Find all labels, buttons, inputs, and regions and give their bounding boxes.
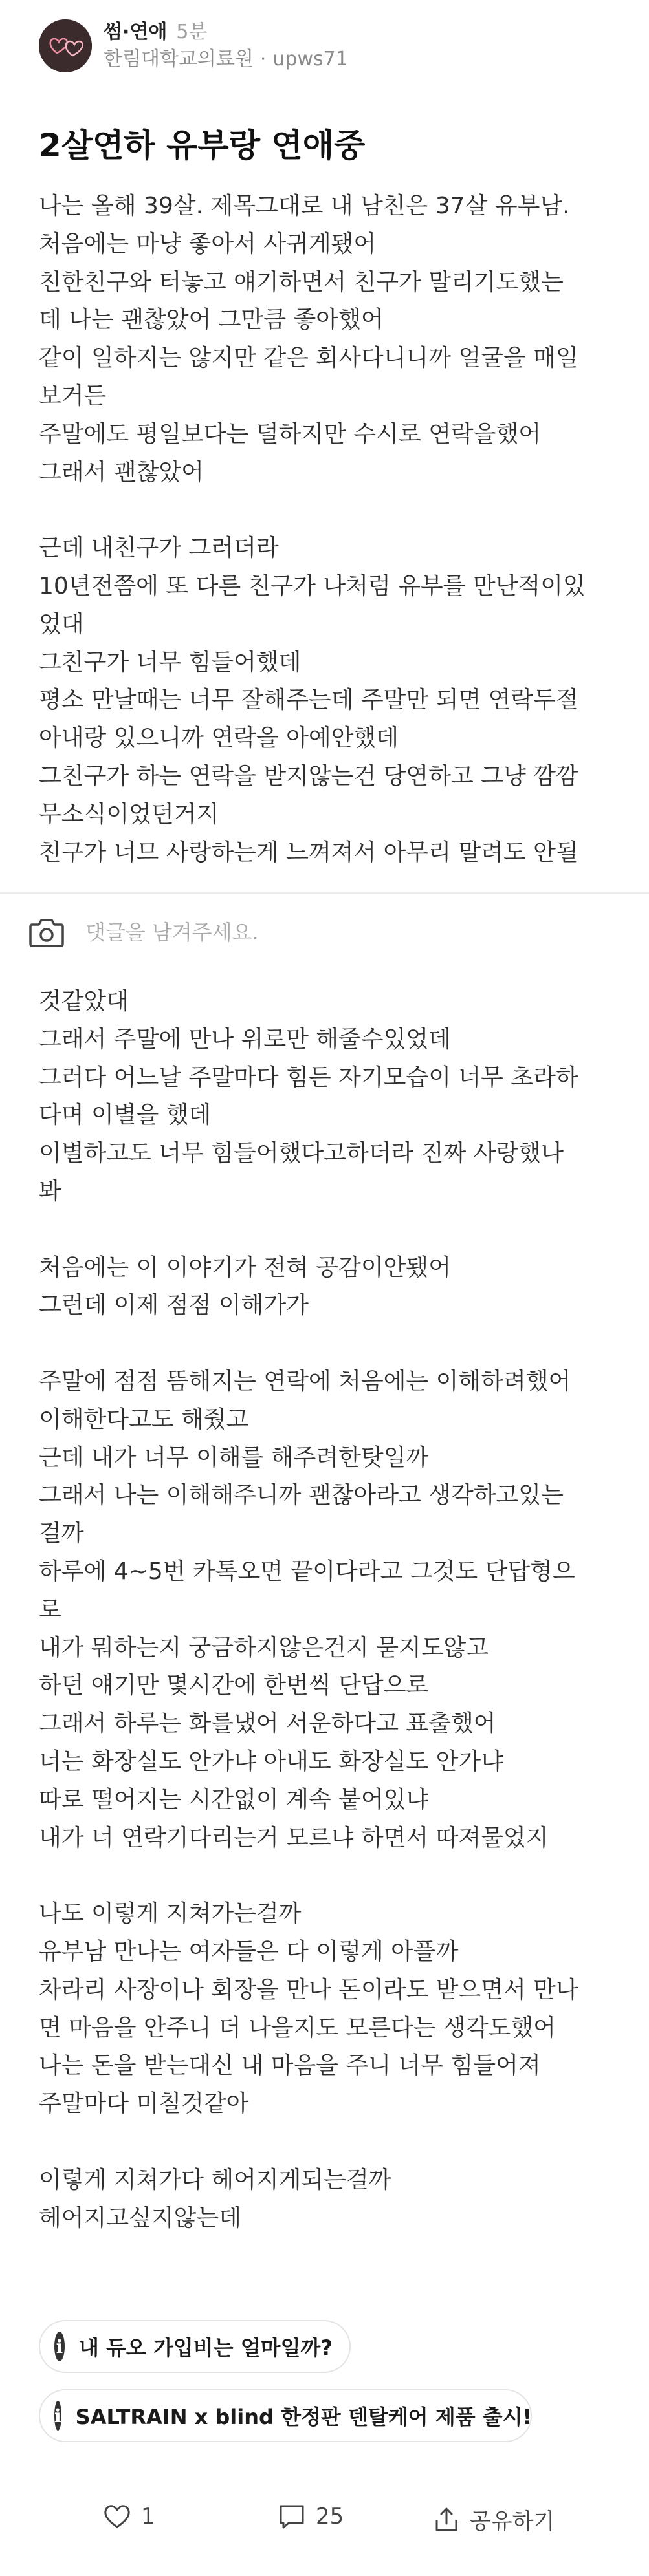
body-line: 그친구가 하는 연락을 받지않는건 당연하고 그냥 깜깜 [39, 762, 578, 789]
body-line: 봐 [39, 1177, 61, 1205]
body-line: 처음에는 이 이야기가 전혀 공감이안됐어 [39, 1254, 451, 1281]
like-count: 1 [141, 2504, 155, 2529]
post-header [0, 0, 649, 97]
body-line: 그런데 이제 점점 이해가가 [39, 1292, 309, 1319]
body-line: 로 [39, 1596, 61, 1623]
promo-label: 내 듀오 가입비는 얼마일까? [78, 2335, 333, 2360]
body-line: 하던 얘기만 몇시간에 한번씩 단답으로 [39, 1672, 429, 1699]
meta-separator: · [259, 48, 267, 70]
like-button[interactable] [104, 2504, 155, 2529]
channel-name[interactable]: 썸·연애 [104, 21, 168, 43]
channel-avatar[interactable] [39, 19, 92, 72]
body-line: 근데 내가 너무 이해를 해주려한탓일까 [39, 1444, 429, 1471]
body-line: 너는 화장실도 안가냐 아내도 화장실도 안가냐 [39, 1748, 503, 1775]
paragraph-gap [39, 1857, 615, 1895]
post-body [39, 188, 615, 872]
body-line: 10년전쯤에 또 다른 친구가 나처럼 유부를 만난적이있 [39, 572, 586, 599]
body-line: 그래서 하루는 화를냈어 서운하다고 표출했어 [39, 1710, 496, 1737]
body-line: 따로 떨어지는 시간없이 계속 붙어있냐 [39, 1786, 429, 1813]
camera-icon[interactable] [28, 916, 65, 948]
author-company[interactable]: 한림대학교의료원 [104, 48, 254, 70]
body-line: 그래서 나는 이해해주니까 괜찮아라고 생각하고있는 [39, 1482, 564, 1509]
body-line: 그래서 주말에 만나 위로만 해줄수있었데 [39, 1025, 451, 1053]
paragraph-gap [39, 2123, 615, 2162]
post-meta [104, 19, 348, 74]
body-line: 이해한다고도 해줬고 [39, 1406, 249, 1433]
body-line: 근데 내친구가 그러더라 [39, 535, 279, 562]
post-actions [0, 2497, 649, 2549]
comment-icon [278, 2504, 305, 2529]
body-line: 걸까 [39, 1520, 84, 1547]
body-line: 주말에 점점 뜸해지는 연락에 처음에는 이해하려했어 [39, 1368, 571, 1395]
info-icon: i [54, 2332, 65, 2361]
share-label: 공유하기 [470, 2509, 555, 2535]
body-line: 이별하고도 너무 힘들어했다고하더라 진짜 사랑했나 [39, 1140, 564, 1167]
comment-count: 25 [316, 2504, 344, 2529]
body-line: 보거든 [39, 382, 107, 409]
body-line: 친한친구와 터놓고 얘기하면서 친구가 말리기도했는 [39, 268, 564, 295]
promo-label: SALTRAIN x blind 한정판 덴탈케어 제품 출시! [75, 2405, 533, 2429]
body-line: 그래서 괜찮았어 [39, 458, 204, 486]
paragraph-gap [39, 1325, 615, 1363]
body-line: 주말에도 평일보다는 덜하지만 수시로 연락을했어 [39, 420, 542, 447]
body-line: 나는 돈을 받는대신 내 마음을 주니 너무 힘들어져 [39, 2052, 541, 2079]
body-line: 유부남 만나는 여자들은 다 이렇게 아플까 [39, 1938, 459, 1965]
body-line: 그러다 어느날 주말마다 힘든 자기모습이 너무 초라하 [39, 1064, 578, 1091]
promo-link[interactable] [39, 2389, 532, 2442]
body-line: 다며 이별을 했데 [39, 1102, 212, 1129]
body-line: 같이 일하지는 않지만 같은 회사다니니까 얼굴을 매일 [39, 345, 578, 372]
post-time: 5분 [176, 21, 208, 43]
heart-icon [104, 2504, 131, 2529]
info-icon: i [54, 2401, 61, 2431]
body-line: 처음에는 마냥 좋아서 사귀게됐어 [39, 230, 377, 257]
comment-bar[interactable] [0, 892, 649, 971]
paragraph-gap [39, 491, 615, 530]
body-line: 데 나는 괜찮았어 그만큼 좋아했어 [39, 306, 384, 334]
paragraph-gap [39, 1211, 615, 1249]
body-line: 하루에 4~5번 카톡오면 끝이다라고 그것도 단답형으 [39, 1558, 575, 1585]
post-title: 2살연하 유부랑 연애중 [39, 127, 366, 164]
body-line: 것같았대 [39, 988, 129, 1014]
promo-link[interactable] [39, 2320, 351, 2373]
heart-pair-icon [39, 19, 92, 72]
body-line: 이렇게 지쳐가다 헤어지게되는걸까 [39, 2166, 391, 2193]
body-line: 나는 올해 39살. 제목그대로 내 남친은 37살 유부남. [39, 193, 570, 219]
body-line: 무소식이었던거지 [39, 800, 219, 828]
author-nickname: upws71 [272, 48, 348, 70]
comment-button[interactable] [278, 2504, 344, 2529]
body-line: 평소 만날때는 너무 잘해주는데 주말만 되면 연락두절 [39, 687, 578, 714]
body-line: 차라리 사장이나 회장을 만나 돈이라도 받으면서 만나 [39, 1976, 578, 2003]
body-line: 내가 뭐하는지 궁금하지않은건지 묻지도않고 [39, 1634, 489, 1661]
body-line: 그친구가 너무 힘들어했데 [39, 649, 302, 676]
body-line: 헤어지고싶지않는데 [39, 2204, 241, 2231]
body-line: 었대 [39, 610, 84, 638]
share-button[interactable] [434, 2504, 555, 2535]
share-icon [434, 2507, 459, 2533]
post-body-continued [39, 983, 615, 2237]
body-line: 내가 너 연락기다리는거 모르냐 하면서 따져물었지 [39, 1824, 549, 1851]
body-line: 면 마음을 안주니 더 나을지도 모른다는 생각도했어 [39, 2014, 556, 2041]
body-line: 친구가 너므 사랑하는게 느껴져서 아무리 말려도 안될 [39, 839, 578, 866]
body-line: 나도 이렇게 지쳐가는걸까 [39, 1900, 302, 1927]
comment-input[interactable]: 댓글을 남겨주세요. [85, 920, 259, 945]
body-line: 주말마다 미칠것같아 [39, 2090, 249, 2118]
body-line: 아내랑 있으니까 연락을 아예안했데 [39, 725, 399, 752]
